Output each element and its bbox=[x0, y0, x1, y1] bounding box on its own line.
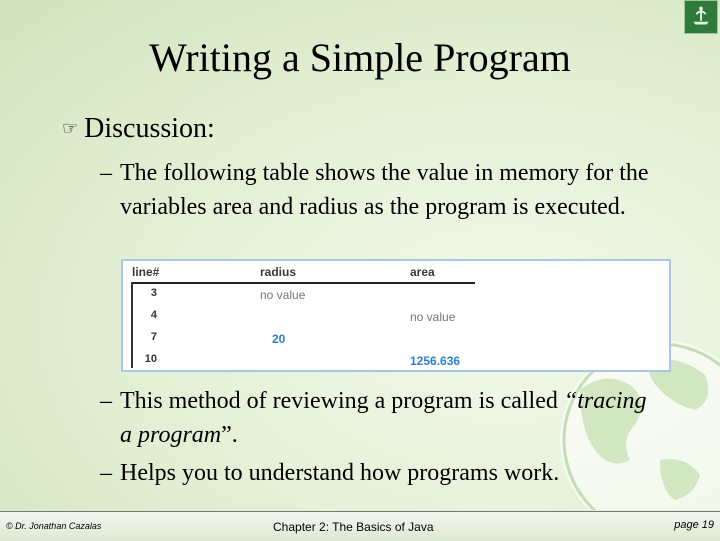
paragraph-tracing bbox=[100, 384, 660, 452]
discussion-bullet bbox=[62, 112, 215, 146]
table-cell-radius: no value bbox=[260, 288, 306, 302]
paragraph-text: Helps you to understand how programs work. bbox=[120, 460, 560, 486]
dash-marker: – bbox=[100, 460, 112, 486]
dash-marker: – bbox=[100, 388, 112, 414]
slide-footer bbox=[0, 511, 720, 541]
table-cell-area: 1256.636 bbox=[410, 354, 461, 368]
paragraph-end: ”. bbox=[221, 422, 238, 448]
header-divider bbox=[131, 282, 475, 284]
column-header-area: area bbox=[410, 265, 435, 279]
column-header-line: line# bbox=[132, 265, 160, 279]
table-row-line: 10 bbox=[144, 353, 157, 365]
university-logo bbox=[684, 0, 718, 34]
column-divider bbox=[131, 282, 133, 368]
paragraph-text: This method of reviewing a program is called bbox=[120, 388, 564, 414]
footer-author: © Dr. Jonathan Cazalas bbox=[6, 521, 102, 531]
table-cell-area: no value bbox=[410, 310, 456, 324]
dash-marker: – bbox=[100, 160, 112, 186]
discussion-label: Discussion: bbox=[84, 113, 215, 144]
table-row-line: 4 bbox=[150, 309, 157, 321]
footer-chapter: Chapter 2: The Basics of Java bbox=[273, 520, 434, 534]
paragraph-table-description bbox=[100, 156, 690, 224]
slide-title: Writing a Simple Program bbox=[149, 35, 571, 80]
table-row-line: 3 bbox=[150, 287, 157, 299]
tracing-phrase: “tracing a program bbox=[120, 388, 647, 448]
paragraph-text: The following table shows the value in memory for the variables area and radius as the program is executed. bbox=[120, 160, 649, 220]
pointing-hand-icon: ☞ bbox=[62, 118, 79, 139]
column-header-radius: radius bbox=[260, 265, 297, 279]
table-row-line: 7 bbox=[150, 331, 157, 343]
footer-page-number: page 19 bbox=[674, 519, 714, 531]
table-cell-radius: 20 bbox=[272, 332, 286, 346]
paragraph-helps bbox=[100, 456, 660, 490]
trace-table bbox=[121, 259, 671, 372]
